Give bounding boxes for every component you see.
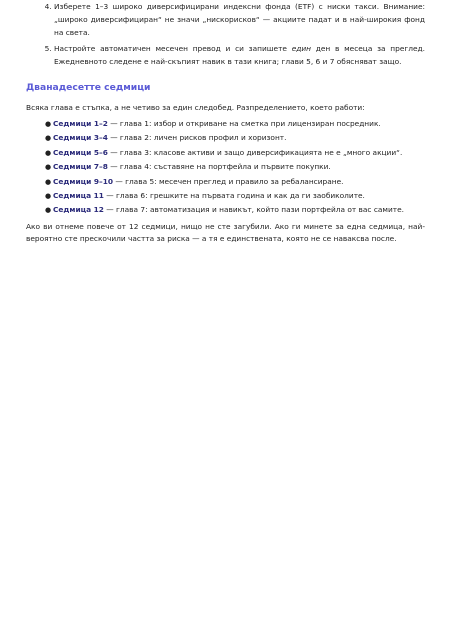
week-text: — глава 2: личен рисков профил и хоризонт. (107, 133, 287, 143)
bullet-icon: ● (45, 134, 52, 143)
bullet-icon: ● (45, 177, 52, 186)
step-item-5 (54, 42, 425, 68)
step-item-4 (54, 0, 425, 39)
week-label: Седмици 7–8 (53, 162, 108, 172)
section-intro: Всяка глава е стъпка, а не четиво за един следобед. Разпределението, което работи: (26, 103, 365, 112)
section-closing: Ако ви отнеме повече от 12 седмици, нищо не сте загубили. Ако ги минете за една седмица, най-вероятно сте прескочили частта за риска — а тя е единствената, която не се наваксва после. (26, 221, 425, 244)
list-item (45, 146, 425, 160)
week-text: — глава 7: автоматизация и навикът, който пази портфейла от вас самите. (103, 205, 405, 215)
steps-list (26, 0, 425, 68)
week-label: Седмици 5–6 (53, 147, 108, 157)
section-heading: Дванадесетте седмици (26, 82, 151, 93)
list-item (45, 131, 425, 145)
bullet-icon: ● (45, 206, 52, 215)
week-label: Седмици 3–4 (53, 133, 108, 143)
week-label: Седмици 1–2 (53, 119, 108, 128)
week-text: — глава 6: грешките на първата година и как да ги заобиколите. (103, 191, 365, 201)
bullet-icon: ● (45, 120, 52, 128)
weeks-list (26, 117, 425, 218)
step-text-after: ден в месеца за преглед. Ежедневното следене е най-скъпият навик в тази книга; глави 5, 6 и 7 обясняват защо. (54, 44, 425, 66)
list-item (45, 160, 425, 174)
list-item (45, 189, 425, 203)
week-text: — глава 4: съставяне на портфейла и първите покупки. (107, 162, 331, 172)
step-text-before: Настройте автоматичен месечен превод и си запишете (54, 44, 292, 53)
step-text: Изберете 1–3 широко диверсифицирани индексни фонда (ETF) с ниски такси. Внимание: „широко диверсифициран“ не значи „нискорисков“ — акциите падат и в най-широкия фонд на света. (54, 2, 425, 37)
week-label: Седмица 12 (53, 205, 104, 215)
week-text: — глава 3: класове активи и защо диверсификацията не е „много акции“. (107, 147, 403, 157)
bullet-icon: ● (45, 148, 52, 157)
bullet-icon: ● (45, 192, 52, 201)
list-item (45, 175, 425, 189)
step-emphasis: един (291, 44, 311, 53)
list-item (45, 203, 425, 217)
bullet-icon: ● (45, 163, 52, 172)
week-label: Седмици 9–10 (53, 176, 113, 186)
week-label: Седмица 11 (53, 191, 104, 201)
week-text: — глава 5: месечен преглед и правило за ребалансиране. (112, 176, 344, 186)
week-text: — глава 1: избор и откриване на сметка при лицензиран посредник. (107, 119, 381, 128)
list-item (45, 117, 425, 131)
